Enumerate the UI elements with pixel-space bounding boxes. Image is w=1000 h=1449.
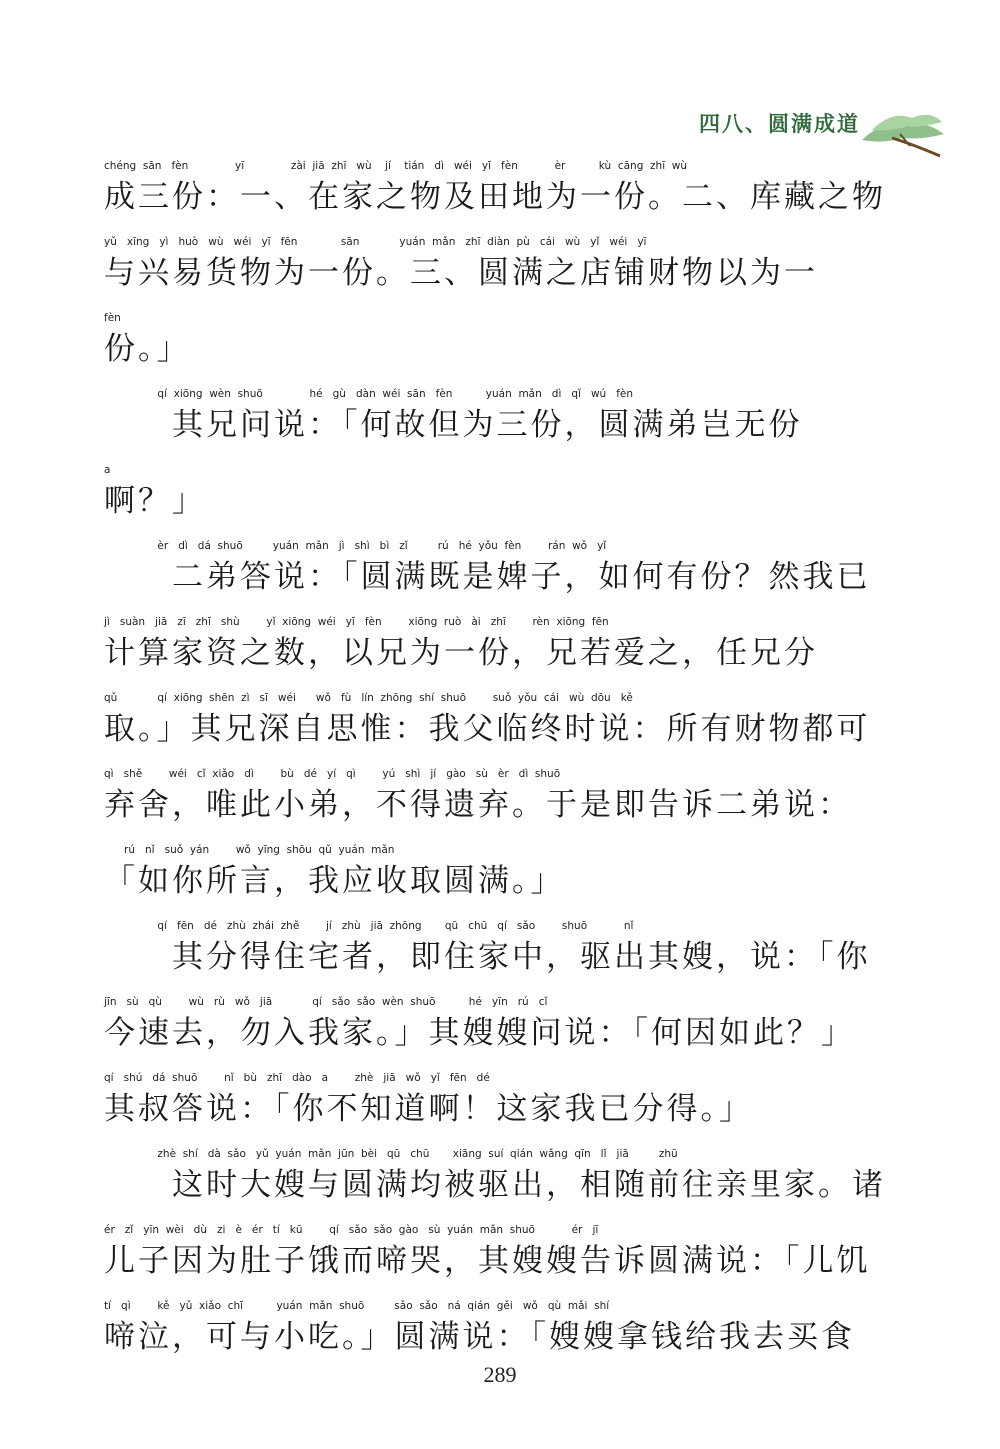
text-line	[104, 388, 904, 458]
chinese-text: 其叔答说：「你不知道啊！这家我已分得。」	[104, 1091, 753, 1127]
chinese-text: 啊？」	[104, 483, 206, 519]
text-line	[104, 920, 904, 990]
text-line	[104, 844, 904, 914]
chinese-text: 计算家资之数，以兄为一份，兄若爱之，任兄分	[104, 635, 818, 671]
pinyin-annotation: tí qì kě yǔ xiǎo chī yuán mǎn shuō sǎo sǎo ná qián gěi wǒ qù mǎi shí	[104, 1300, 610, 1312]
text-line	[104, 540, 904, 610]
pinyin-annotation: yǔ xīng yì huò wù wéi yī fēn sān yuán mǎn zhī diàn pù cái wù yǐ wéi yī	[104, 236, 647, 248]
text-line	[104, 692, 904, 762]
chinese-text: 二弟答说：「圆满既是婢子，如何有份？然我已	[172, 559, 871, 595]
pinyin-annotation: jīn sù qù wù rù wǒ jiā qí sǎo sǎo wèn shuō hé yīn rú cǐ	[104, 996, 548, 1008]
chinese-text: 这时大嫂与圆满均被驱出，相随前往亲里家。诸	[172, 1167, 886, 1203]
chinese-text: 成三份：一、在家之物及田地为一份。二、库藏之物	[104, 179, 886, 215]
pinyin-annotation: chéng sān fèn yī zài jiā zhī wù jí tián dì wéi yī fèn èr kù cāng zhī wù	[104, 160, 688, 172]
pinyin-annotation: ér zǐ yīn wèi dù zi è ér tí kū qí sǎo sǎo gào sù yuán mǎn shuō ér jī	[104, 1224, 599, 1236]
chinese-text: 份。」	[104, 331, 191, 367]
text-line	[104, 1072, 904, 1142]
pinyin-annotation: jì suàn jiā zī zhī shù yǐ xiōng wéi yī fèn xiōng ruò ài zhī rèn xiōng fēn	[104, 616, 609, 628]
chinese-text: 儿子因为肚子饿而啼哭，其嫂嫂告诉圆满说：「儿饥	[104, 1243, 871, 1279]
pinyin-annotation: zhè shí dà sǎo yǔ yuán mǎn jūn bèi qū chū xiāng suí qián wǎng qīn lǐ jiā zhū	[104, 1148, 678, 1160]
pinyin-annotation: qí xiōng wèn shuō hé gù dàn wéi sān fèn yuán mǎn dì qǐ wú fèn	[104, 388, 634, 400]
chinese-text: 「如你所言，我应收取圆满。」	[104, 863, 565, 899]
text-line	[104, 768, 904, 838]
chinese-text: 其兄问说：「何故但为三份，圆满弟岂无份	[172, 407, 803, 443]
text-line	[104, 236, 904, 306]
pine-tree-icon	[852, 100, 948, 164]
pinyin-annotation: qí fēn dé zhù zhái zhě jí zhù jiā zhōng qū chū qí sǎo shuō nǐ	[104, 920, 634, 932]
chinese-text: 其分得住宅者，即住家中，驱出其嫂，说：「你	[172, 939, 871, 975]
chinese-text: 啼泣，可与小吃。」圆满说：「嫂嫂拿钱给我去买食	[104, 1319, 855, 1355]
pinyin-annotation: rú nǐ suǒ yán wǒ yīng shōu qǔ yuán mǎn	[104, 844, 395, 856]
pinyin-annotation: qí shú dá shuō nǐ bù zhī dào a zhè jiā wǒ yǐ fēn dé	[104, 1072, 490, 1084]
text-line	[104, 1224, 904, 1294]
pinyin-annotation: qì shě wéi cǐ xiǎo dì bù dé yí qì yú shì jí gào sù èr dì shuō	[104, 768, 561, 780]
pinyin-annotation: a	[104, 464, 111, 476]
chapter-header: 四八、圆满成道	[699, 112, 860, 136]
text-line	[104, 1300, 904, 1370]
pinyin-annotation: fèn	[104, 312, 121, 324]
page-number: 289	[483, 1362, 517, 1387]
text-line	[104, 1148, 904, 1218]
chinese-text: 取。」其兄深自思惟：我父临终时说：所有财物都可	[104, 711, 871, 747]
text-line	[104, 996, 904, 1066]
text-line	[104, 312, 904, 382]
pinyin-annotation: qǔ qí xiōng shēn zì sī wéi wǒ fù lín zhōng shí shuō suǒ yǒu cái wù dōu kě	[104, 692, 633, 704]
text-line	[104, 616, 904, 686]
chinese-text: 与兴易货物为一份。三、圆满之店铺财物以为一	[104, 255, 818, 291]
text-line	[104, 464, 904, 534]
chinese-text: 弃舍，唯此小弟，不得遗弃。于是即告诉二弟说：	[104, 787, 852, 823]
text-line	[104, 160, 904, 230]
chinese-text: 今速去，勿入我家。」其嫂嫂问说：「何因如此？」	[104, 1015, 855, 1051]
pinyin-annotation: èr dì dá shuō yuán mǎn jì shì bì zǐ rú hé yǒu fèn rán wǒ yǐ	[104, 540, 607, 552]
